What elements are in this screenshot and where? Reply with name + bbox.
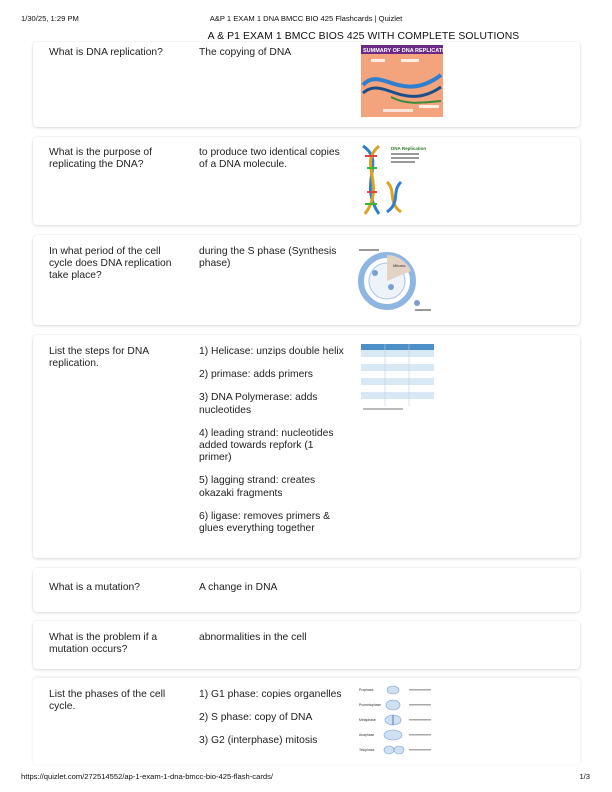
dna-replication-diagram-icon bbox=[361, 45, 452, 117]
definition-line: 3) DNA Polymerase: adds nucleotides bbox=[199, 392, 318, 416]
dna-double-helix-icon bbox=[357, 142, 427, 218]
definition-line: 5) lagging strand: creates okazaki fragments bbox=[199, 475, 316, 499]
definition-line: abnormalities in the cell bbox=[199, 632, 307, 643]
prometaphase-label: Prometaphase bbox=[359, 703, 382, 707]
definition-line: 2) S phase: copy of DNA bbox=[199, 712, 313, 724]
flashcard-definition bbox=[199, 47, 347, 70]
flashcard-term: What is the problem if a mutation occurs? bbox=[49, 632, 158, 656]
flashcard-definition bbox=[199, 246, 347, 281]
flashcard-term: List the phases of the cell cycle. bbox=[49, 689, 166, 713]
print-datetime: 1/30/25, 1:29 PM bbox=[21, 14, 79, 23]
metaphase-label: Metaphase bbox=[359, 718, 376, 722]
mitosis-phases-icon bbox=[359, 686, 435, 760]
flashcard bbox=[33, 235, 580, 325]
flashcard bbox=[33, 335, 580, 558]
flashcard-term: What is DNA replication? bbox=[49, 47, 163, 58]
definition-line: 6) ligase: removes primers & glues everything together bbox=[199, 510, 331, 535]
mitosis-image-label: Mitosis bbox=[393, 263, 406, 268]
flashcard-definition bbox=[199, 346, 347, 546]
definition-line: 2) primase: adds primers bbox=[199, 369, 313, 381]
anaphase-label: Anaphase bbox=[359, 733, 375, 737]
flashcard bbox=[33, 621, 580, 669]
page-number: 1/3 bbox=[579, 772, 590, 781]
definition-line: The copying of DNA bbox=[199, 47, 292, 58]
print-page-title: A&P 1 EXAM 1 DNA BMCC BIO 425 Flashcards | Quizlet bbox=[209, 14, 403, 23]
flashcard bbox=[33, 42, 580, 127]
definition-line: to produce two identical copies of a DNA molecule. bbox=[199, 147, 340, 171]
flashcard bbox=[33, 568, 580, 612]
print-header bbox=[0, 14, 612, 26]
cell-cycle-diagram-icon bbox=[357, 243, 433, 319]
definition-line: 1) Helicase: unzips double helix bbox=[199, 346, 344, 357]
definition-line: 4) leading strand: nucleotides added towards repfork (1 primer) bbox=[199, 427, 334, 464]
definition-line: 1) G1 phase: copies organelles bbox=[199, 689, 342, 700]
prophase-label: Prophase bbox=[359, 688, 374, 692]
telophase-label: Telophase bbox=[359, 748, 375, 752]
document-title: A & P1 EXAM 1 BMCC BIOS 425 WITH COMPLETE SOLUTIONS bbox=[207, 31, 520, 42]
summary-diagram-title: SUMMARY OF DNA REPLICATION bbox=[363, 48, 452, 54]
flashcard-definition bbox=[199, 689, 347, 759]
flashcard bbox=[33, 137, 580, 225]
print-url[interactable]: https://quizlet.com/272514552/ap-1-exam-1-dna-bmcc-bio-425-flash-cards/ bbox=[21, 772, 273, 781]
definition-line: 3) G2 (interphase) mitosis bbox=[199, 735, 318, 747]
flashcard bbox=[33, 678, 580, 764]
flashcard-term: What is the purpose of replicating the DNA? bbox=[49, 147, 153, 171]
dna-replication-image-label: DNA Replication bbox=[391, 146, 427, 151]
flashcard-definition bbox=[199, 632, 347, 655]
flashcard-term: What is a mutation? bbox=[49, 582, 140, 593]
flashcard-term: In what period of the cell cycle does DNA replication take place? bbox=[49, 246, 172, 282]
flashcard-term: List the steps for DNA replication. bbox=[49, 346, 149, 370]
replication-enzymes-table-icon bbox=[361, 344, 434, 412]
definition-line: A change in DNA bbox=[199, 582, 278, 593]
flashcard-definition bbox=[199, 582, 347, 605]
flashcard-definition bbox=[199, 147, 347, 182]
definition-line: during the S phase (Synthesis phase) bbox=[199, 246, 337, 270]
